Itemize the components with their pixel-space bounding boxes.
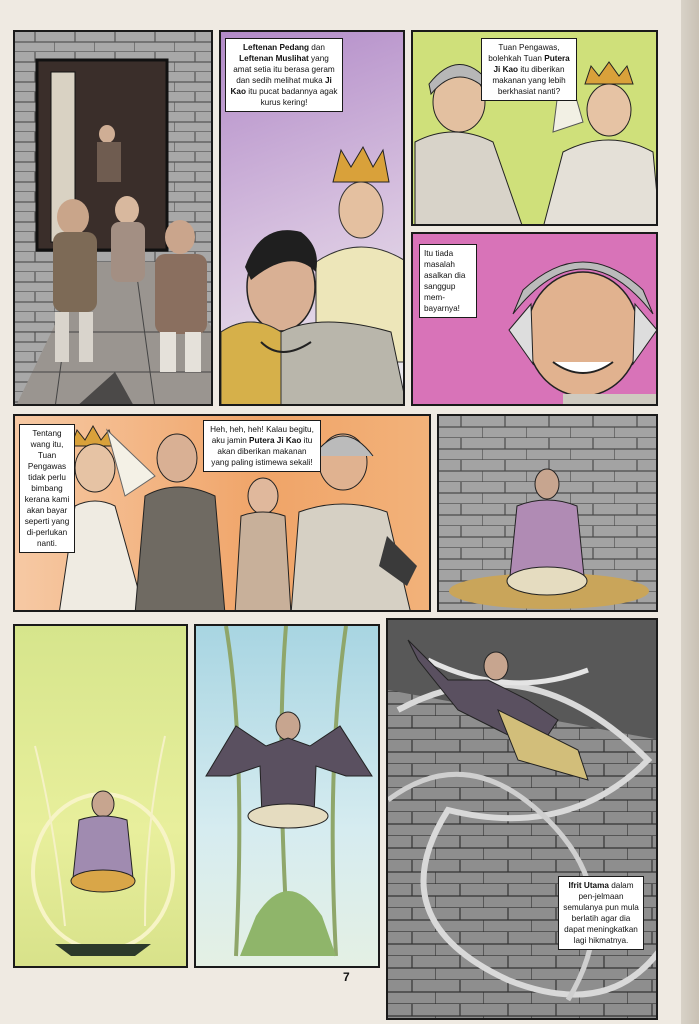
page-edge <box>681 0 699 1024</box>
panel-lieutenants <box>219 30 405 406</box>
panel-swirling-training <box>386 618 658 1020</box>
panel-cell-meditation <box>437 414 658 612</box>
panel-levitation <box>194 624 380 968</box>
panel-prison-doorway <box>13 30 213 406</box>
panel-warden-grin <box>411 232 658 406</box>
caption-warden-reply: Itu tiada masalah asalkan dia sanggup mem-bayarnya! <box>419 244 477 318</box>
panel-request-warden <box>411 30 658 226</box>
caption-payment-promise: Tentang wang itu, Tuan Pengawas tidak perlu bimbang kerana kami akan bayar seperti yang di-perlukan nanti. <box>19 424 75 553</box>
cell-meditation-art <box>439 416 658 612</box>
panel-payment-promise <box>13 414 431 612</box>
caption-lieutenants: Leftenan Pedang dan Leftenan Muslihat yang amat setia itu berasa geram dan sedih melihat muka Ji Kao itu pucat badannya agak kurus kering! <box>225 38 343 112</box>
swirling-training-art <box>388 620 658 1020</box>
caption-warden-guarantee: Heh, heh, heh! Kalau begitu, aku jamin Putera Ji Kao itu akan diberikan makanan yang paling istimewa sekali! <box>203 420 321 472</box>
page-number: 7 <box>343 970 350 984</box>
panel-aura-glow <box>13 624 188 968</box>
prison-wall-art <box>15 32 213 406</box>
levitation-art <box>196 626 380 968</box>
aura-glow-art <box>15 626 188 968</box>
caption-request-warden: Tuan Pengawas, bolehkah Tuan Putera Ji Kao itu diberikan makanan yang lebih berkhasiat nanti? <box>481 38 577 101</box>
caption-ifrit-training: Ifrit Utama dalam pen-jelmaan semulanya pun mula berlatih agar dia dapat meningkatkan lagi hikmatnya. <box>558 876 644 950</box>
